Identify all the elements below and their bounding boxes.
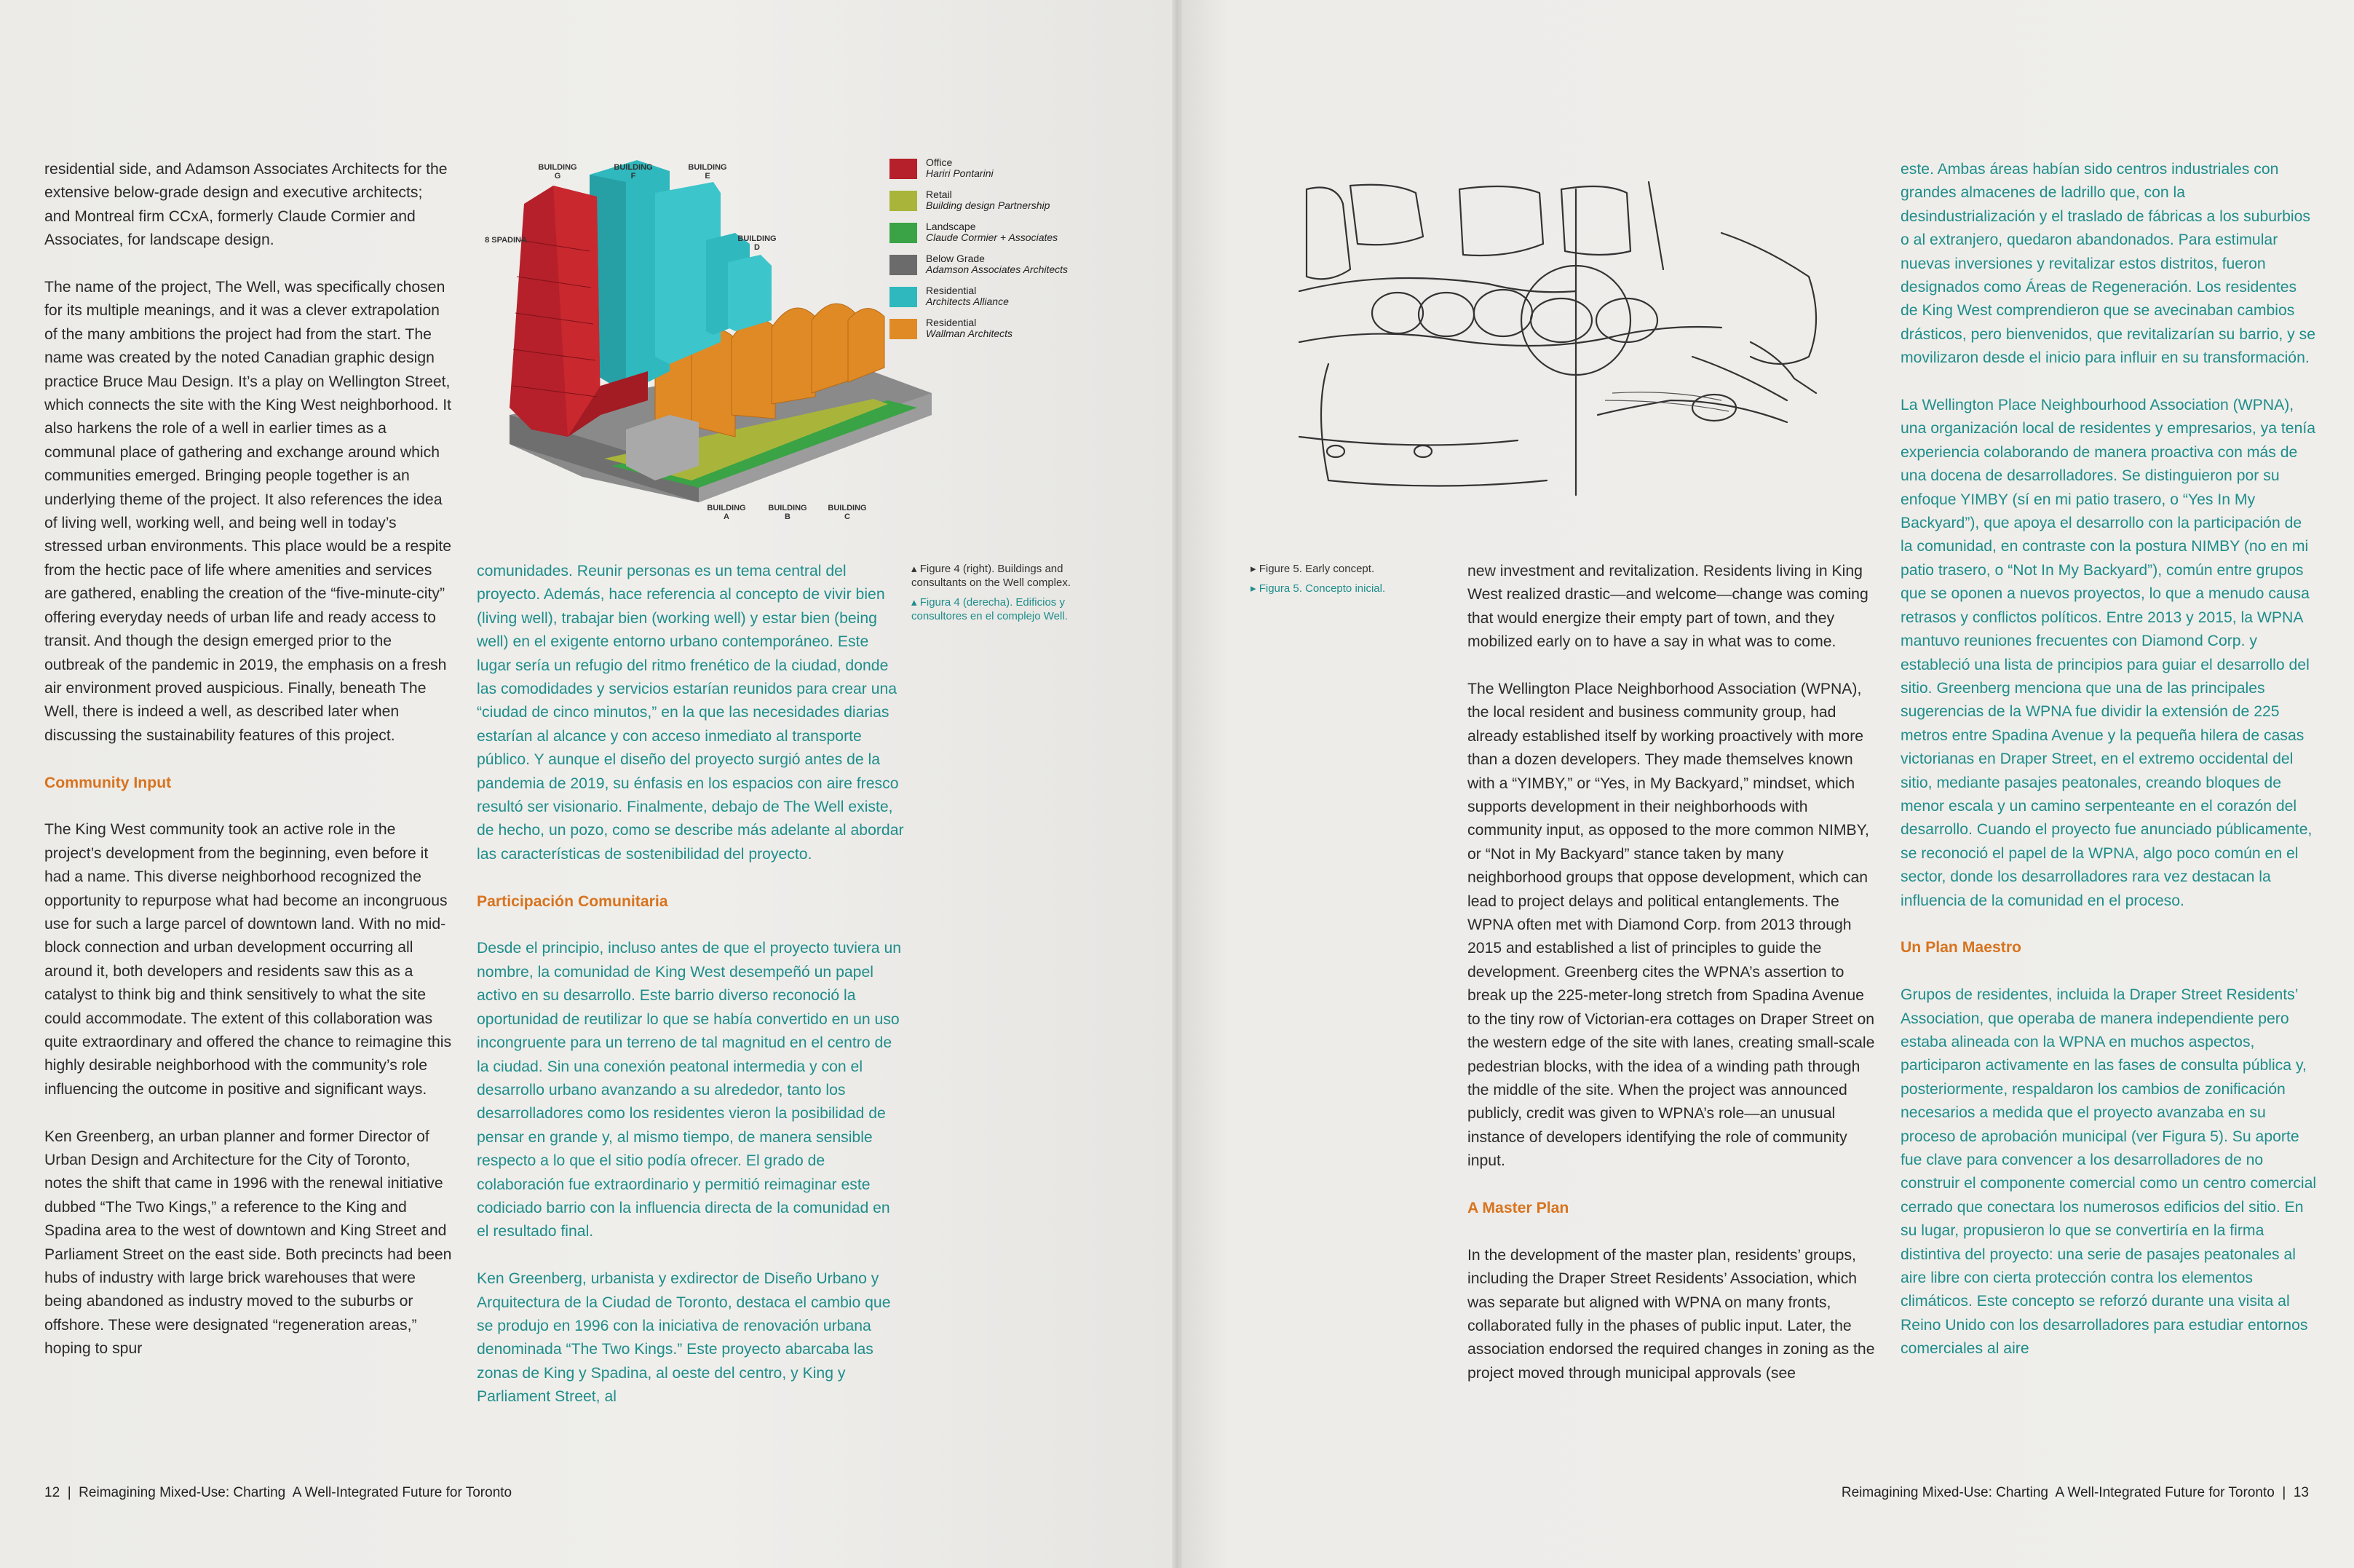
paragraph: The name of the project, The Well, was specifically chosen for its multiple meanings, and it was a clever extrapolation of the many ambitions the project had from the start. The name was created by the noted Canadian graphic design practice Bruce Mau Design. It’s a play on Wellington Street, which connects the site with the King West neighborhood. It also harkens the role of a well in earlier times as a communal place of gathering and exchange around which communities emerged. Bringing people together is an underlying theme of the project. It also references the idea of living well, working well, and being well in today’s stressed urban environments. This place would be a respite from the hectic pace of life where amenities and services are gathered, enabling the creation of the “five-minute-city” offering everyday needs of urban life and ready access to transit. And though the design emerged prior to the outbreak of the pandemic in 2019, the emphasis on a fresh air environment proved auspicious. Finally, beneath The Well, there is indeed a well, as described later when discussing the sustainability features of this project. <box>44 279 452 744</box>
section-heading: A Master Plan <box>1467 1199 1569 1216</box>
caption-english: ▴ Figure 4 (right). Buildings and consultants on the Well complex. <box>911 563 1071 589</box>
legend-item-residential-alliance <box>889 285 1108 317</box>
building-label: 8 SPADINA <box>485 236 527 245</box>
legend-subtitle: Building design Partnership <box>926 199 1050 211</box>
caption-text: Figura 4 (derecha). Edificios y consultores en el complejo Well. <box>911 596 1068 622</box>
legend-swatch <box>889 223 917 243</box>
concept-sketch-drawing <box>1285 175 1852 510</box>
paragraph: Desde el principio, incluso antes de que el proyecto tuviera un nombre, la comunidad de King West desempeñó un papel activo en su desarrollo. Este barrio diverso reconoció la oportunidad de reutilizar lo que se había convertido en un uso incongruente para un terreno de tal magnitud en el centro de la ciudad. Sin una conexión peatonal intermedia y con el desarrollo urbano avanzando a su alrededor, tanto los desarrolladores como los residentes vieron la posibilidad de pensar en grande y, al mismo tiempo, de manera sensible respecto a lo que el sitio podía ofrecer. El grado de colaboración fue extraordinario y permitió reimaginar este codiciado barrio con la influencia directa de la comunidad en el resultado final. <box>477 940 902 1240</box>
legend-swatch <box>889 191 917 211</box>
legend-title: Retail <box>926 189 952 200</box>
book-gutter <box>1172 0 1182 1568</box>
building-label: BUILDING E <box>688 163 727 181</box>
building-label: BUILDING A <box>707 504 746 521</box>
caption-english: ▸ Figure 5. Early concept. <box>1251 563 1375 575</box>
legend-swatch <box>889 287 917 307</box>
figure-5-caption <box>1251 562 1411 601</box>
legend-subtitle: Adamson Associates Architects <box>926 264 1069 275</box>
building-label: BUILDING G <box>538 163 577 181</box>
legend-item-landscape <box>889 221 1108 253</box>
right-column-english <box>1467 560 1875 1409</box>
legend-subtitle: Hariri Pontarini <box>926 167 994 179</box>
left-column-spanish <box>477 560 906 1433</box>
paragraph: new investment and revitalization. Residents living in King West realized drastic—and welcome—change was coming that would energize their empty part of town, and they mobilized early on to have a say in what was to come. <box>1467 563 1868 651</box>
legend-item-below-grade <box>889 253 1108 285</box>
building-label: BUILDING B <box>768 504 807 521</box>
building-label: BUILDING D <box>737 234 777 252</box>
figure-4-legend <box>889 157 1108 349</box>
section-heading: Participación Comunitaria <box>477 892 668 910</box>
legend-title: Below Grade <box>926 253 985 264</box>
paragraph: The Wellington Place Neighborhood Association (WPNA), the local resident and business community group, had already established itself by working proactively with more than a dozen developers. They made themselves known with a “YIMBY,” or “Yes, in My Backyard,” mindset, which supports development in their neighborhoods with community input, as opposed to the more common NIMBY, or “Not in My Backyard” stance taken by many neighborhood groups that oppose development, which can lead to project delays and political entanglements. The WPNA often met with Diamond Corp. from 2013 through 2015 and established a list of principles to guide the development. Greenberg cites the WPNA’s assertion to break up the 225-meter-long stretch from Spadina Avenue to the tiny row of Victorian-era cottages on Draper Street on the western edge of the site with lanes, creating small-scale pedestrian blocks, with the idea of a winding path through the middle of the site. When the project was announced publicly, credit was given to WPNA’s role—an unusual instance of developers identifying the role of community input. <box>1467 681 1875 1170</box>
paragraph: La Wellington Place Neighbourhood Association (WPNA), una organización local de residentes y empresarios, ya tenía experiencia colaborando de manera proactiva con más de una docena de desarrolladores. Se distinguieron por su enfoque YIMBY (sí en mi patio trasero, o “Yes In My Backyard”), que apoya el desarrollo con la participación de la comunidad, en contraste con la postura NIMBY (no en mi patio trasero, o “Not In My Backyard”), común entre grupos que se oponen a nuevos proyectos, lo que a menudo causa retrasos y conflictos políticos. Entre 2013 y 2015, la WPNA mantuvo reuniones frecuentes con Diamond Corp. y estableció una lista de principios para guiar el desarrollo del sitio. Greenberg menciona que una de las principales sugerencias de la WPNA fue dividir la extensión de 225 metros entre Spadina Avenue y la pequeña hilera de casas victorianas en Draper Street, en el extremo occidental del sitio, mediante pasajes peatonales, creando bloques de menor escala y un camino serpenteante en el corazón del desarrollo. Cuando el proyecto fue anunciado públicamente, se reconoció el papel de la WPNA, algo poco común en el sector, donde los desarrolladores rara vez destacan la influencia de la comunidad en el proceso. <box>1901 397 2316 909</box>
caption-text: Figure 5. Early concept. <box>1259 563 1375 575</box>
right-footer: Reimagining Mixed-Use: Charting A Well-Integrated Future for Toronto | 13 <box>1841 1485 2309 1500</box>
right-column-spanish <box>1901 158 2317 1385</box>
left-footer: 12 | Reimagining Mixed-Use: Charting A Well-Integrated Future for Toronto <box>44 1485 512 1500</box>
legend-item-retail <box>889 189 1108 221</box>
paragraph: Ken Greenberg, urbanista y exdirector de Diseño Urbano y Arquitectura de la Ciudad de Toronto, destaca el cambio que se produjo en 1996 con la iniciativa de renovación urbana denominada “The Two Kings.” Este proyecto abarcaba las zonas de King y Spadina, al oeste del centro, y King y Parliament Street, al <box>477 1270 891 1406</box>
figure-5-early-concept-sketch <box>1285 175 1852 510</box>
paragraph: Grupos de residentes, incluida la Draper Street Residents’ Association, que operaba de manera independiente pero estaba alineada con la WPNA en muchos aspectos, participaron activamente en las fases de consulta pública y, posteriormente, respaldaron los cambios de zonificación necesarios a medida que el proyecto avanzaba en su proceso de aprobación municipal (ver Figura 5). Su aporte fue clave para convencer a los desarrolladores de no construir el componente comercial como un centro comercial cerrado que conectara los numerosos edificios del sitio. En su lugar, propusieron lo que se convertiría en la firma distintiva del proyecto: una serie de pasajes peatonales al aire libre con cierta protección contra los elementos climáticos. Este concepto se reforzó durante una visita al Reino Unido con los desarrolladores para estudiar entornos comerciales al aire <box>1901 986 2317 1358</box>
caption-spanish: ▸ Figura 5. Concepto inicial. <box>1251 582 1386 595</box>
legend-subtitle: Claude Cormier + Associates <box>926 231 1058 243</box>
caption-text: Figura 5. Concepto inicial. <box>1259 582 1386 595</box>
figure-4-caption <box>911 562 1086 629</box>
legend-item-office <box>889 157 1108 189</box>
legend-swatch <box>889 255 917 275</box>
legend-item-residential-wallman <box>889 317 1108 349</box>
caption-text: Figure 4 (right). Buildings and consultants on the Well complex. <box>911 563 1071 589</box>
legend-title: Residential <box>926 317 977 328</box>
section-heading: Un Plan Maestro <box>1901 939 2022 957</box>
paragraph: este. Ambas áreas habían sido centros industriales con grandes almacenes de ladrillo que, con la desindustrialización y el traslado de fábricas a los suburbios o al extranjero, quedaron abandonados. Para estimular nuevas inversiones y revitalizar estos distritos, fueron designados como Áreas de Regeneración. Los residentes de King West comprendieron que se avecinaban cambios drásticos, pero bienvenidos, que revitalizarían su barrio, y se movilizaron desde el inicio para influir en su transformación. <box>1901 161 2316 367</box>
legend-swatch <box>889 159 917 179</box>
left-column-english <box>44 158 452 1385</box>
building-massing-illustration <box>480 153 946 531</box>
building-label: BUILDING F <box>614 163 653 181</box>
paragraph: The King West community took an active role in the project’s development from the beginning, even before it had a name. This diverse neighborhood recognized the opportunity to repurpose what had become an incongruous use for such a large parcel of downtown land. With no mid-block connection and urban development occurring all around it, both developers and residents saw this as a catalyst to think big and think sensitively to what the site could accommodate. The extent of this collaboration was quite extraordinary and offered the chance to reimagine this highly desirable neighborhood with the community’s role influencing the outcome in positive and significant ways. <box>44 821 452 1098</box>
legend-title: Landscape <box>926 221 976 232</box>
legend-title: Residential <box>926 285 977 296</box>
paragraph: residential side, and Adamson Associates Architects for the extensive below-grade design and executive architects; and Montreal firm CCxA, formerly Claude Cormier and Associates, for landscape design. <box>44 161 448 249</box>
legend-subtitle: Wallman Architects <box>926 328 1013 339</box>
legend-subtitle: Architects Alliance <box>926 296 1009 307</box>
paragraph: Ken Greenberg, an urban planner and former Director of Urban Design and Architecture for the City of Toronto, notes the shift that came in 1996 with the renewal initiative dubbed “The Two Kings,” a reference to the King and Spadina area to the west of downtown and King Street and Parliament Street on the east side. Both precincts had been hubs of industry with large brick warehouses that were being abandoned as industry moved to the suburbs or offshore. These were designated “regeneration areas,” hoping to spur <box>44 1128 452 1358</box>
legend-title: Office <box>926 157 953 168</box>
building-label: BUILDING C <box>828 504 867 521</box>
legend-swatch <box>889 319 917 339</box>
paragraph: comunidades. Reunir personas es un tema central del proyecto. Además, hace referencia al concepto de vivir bien (living well), trabajar bien (working well) y estar bien (being well) en el exigente entorno urbano contemporáneo. Este lugar sería un refugio del ritmo frenético de la ciudad, donde las comodidades y servicios estarían reunidos para crear una “ciudad de cinco minutos,” en la que las necesidades diarias estarían al alcance y con acceso inmediato al transporte público. Y aunque el diseño del proyecto surgió antes de la pandemia de 2019, su énfasis en los espacios con aire fresco resultó ser visionario. Finalmente, debajo de The Well existe, de hecho, un pozo, como se describe más adelante al abordar las características de sostenibilidad del proyecto. <box>477 563 904 863</box>
paragraph: In the development of the master plan, residents’ groups, including the Draper Street Residents’ Association, which was separate but aligned with WPNA on many fronts, collaborated fully in the phases of public input. Later, the association endorsed the required changes in zoning as the project moved through municipal approvals (see <box>1467 1246 1875 1382</box>
figure-4-building-diagram <box>480 153 946 531</box>
caption-spanish: ▴ Figura 4 (derecha). Edificios y consultores en el complejo Well. <box>911 596 1068 622</box>
section-heading: Community Input <box>44 774 172 791</box>
